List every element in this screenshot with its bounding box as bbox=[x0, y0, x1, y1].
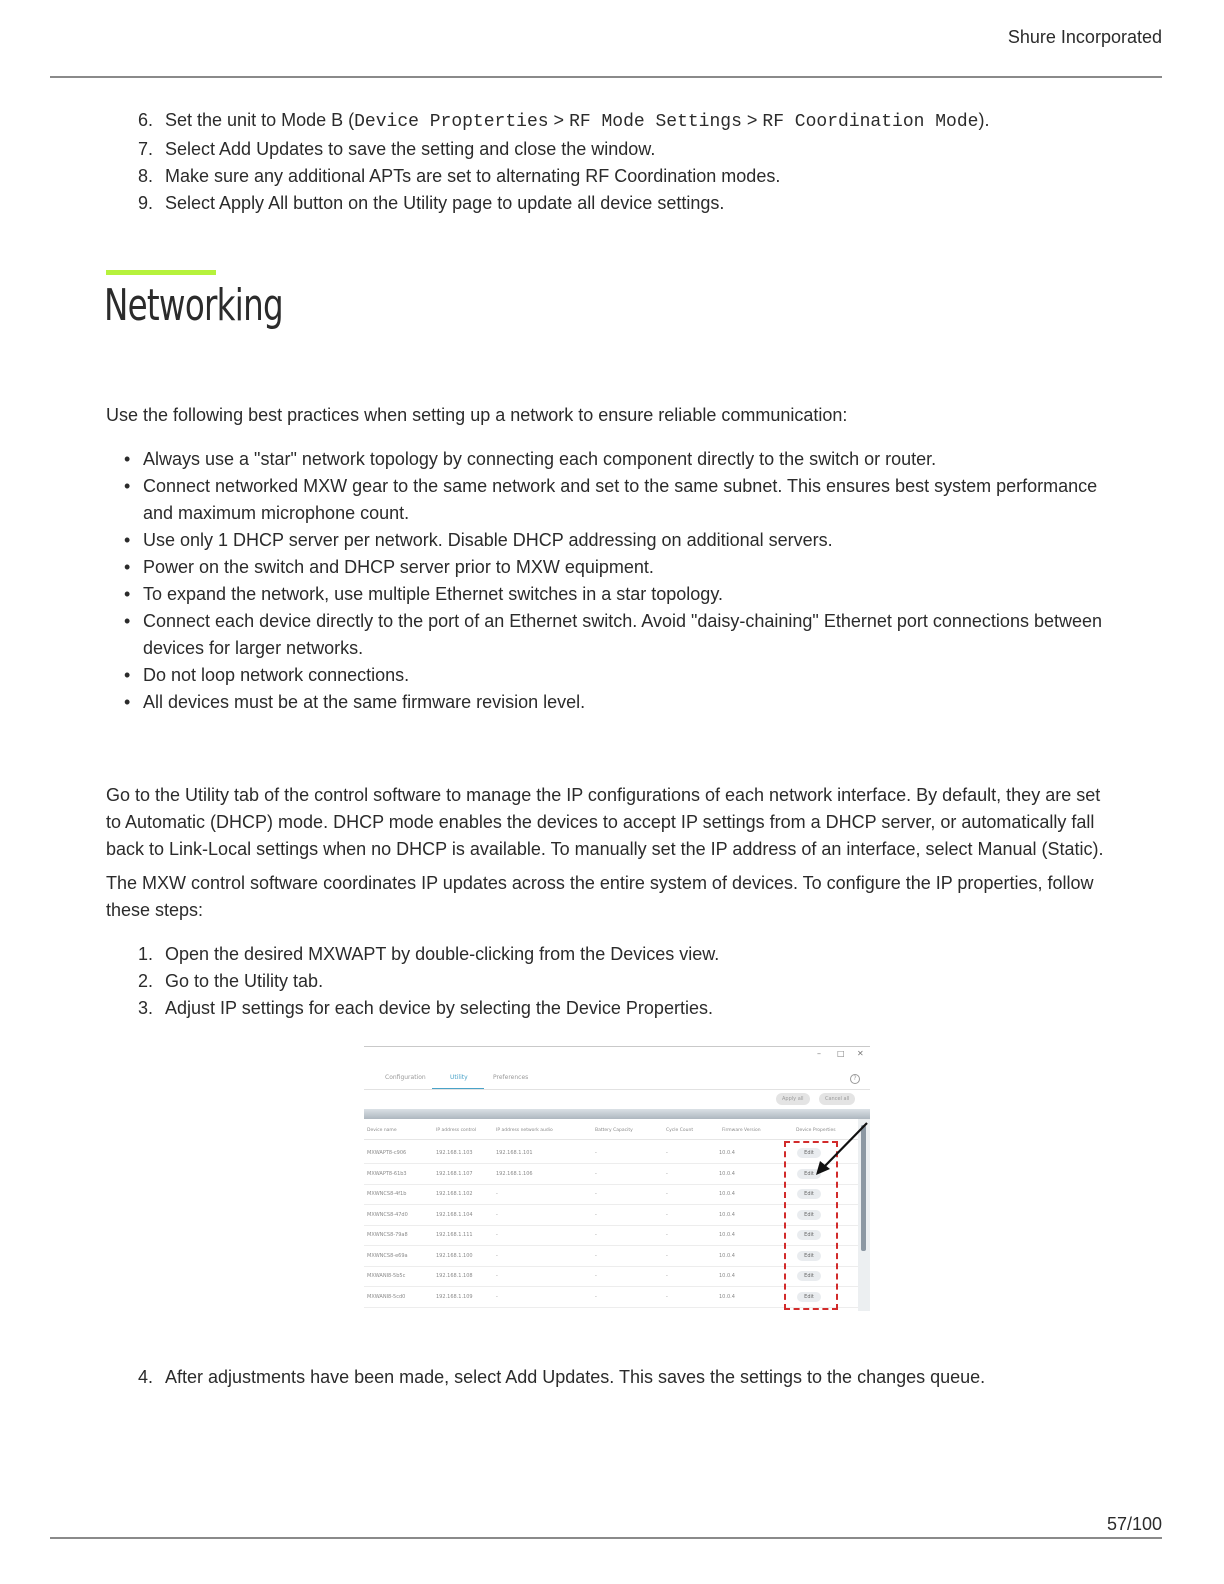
bullet-text: All devices must be at the same firmware revision level. bbox=[143, 692, 586, 712]
table-cell: 10.0.4 bbox=[719, 1232, 735, 1238]
footer-rule bbox=[50, 1537, 1162, 1539]
table-cell: - bbox=[496, 1191, 498, 1197]
table-cell: 192.168.1.106 bbox=[496, 1170, 533, 1177]
table-cell: - bbox=[496, 1273, 498, 1279]
tab-utility[interactable]: Utility bbox=[450, 1074, 468, 1081]
column-header: Battery Capacity bbox=[595, 1128, 633, 1133]
list-item bbox=[106, 527, 1106, 554]
list-item bbox=[106, 689, 1106, 716]
edit-button[interactable]: Edit bbox=[797, 1271, 821, 1281]
table-cell: MXWNCS8-4f1b bbox=[367, 1191, 407, 1197]
table-cell: - bbox=[595, 1170, 597, 1177]
edit-button[interactable]: Edit bbox=[797, 1251, 821, 1261]
bullet-text: Connect networked MXW gear to the same network and set to the same subnet. This ensures best system performance and maximum microphone count. bbox=[143, 476, 1098, 523]
step-number: 6. bbox=[138, 110, 154, 130]
table-cell: - bbox=[595, 1211, 597, 1218]
table-cell: - bbox=[666, 1293, 668, 1300]
table-cell: 192.168.1.108 bbox=[436, 1273, 473, 1279]
table-cell: - bbox=[666, 1273, 668, 1279]
ip-coordination-paragraph: The MXW control software coordinates IP updates across the entire system of devices. To configure the IP properties, follow these steps: bbox=[106, 873, 1094, 920]
best-practices-list bbox=[106, 446, 1106, 716]
column-header: IP address network audio bbox=[496, 1128, 553, 1133]
minimize-icon[interactable]: – bbox=[817, 1049, 821, 1058]
step-text: ). bbox=[978, 110, 990, 130]
table-cell: - bbox=[666, 1191, 668, 1197]
list-item bbox=[106, 136, 1116, 163]
list-item bbox=[106, 581, 1106, 608]
table-cell: 192.168.1.100 bbox=[436, 1252, 473, 1259]
table-cell: - bbox=[666, 1170, 668, 1177]
apply-all-button[interactable]: Apply all bbox=[776, 1093, 810, 1105]
edit-button[interactable]: Edit bbox=[797, 1230, 821, 1240]
steps-list-final bbox=[106, 1364, 1106, 1391]
step-text: Select Add Updates to save the setting and close the window. bbox=[165, 139, 656, 159]
bullet-icon: • bbox=[124, 692, 131, 712]
step-text: Adjust IP settings for each device by selecting the Device Properties. bbox=[165, 998, 713, 1018]
cancel-all-button[interactable]: Cancel all bbox=[819, 1093, 855, 1105]
edit-button[interactable]: Edit bbox=[797, 1292, 821, 1302]
table-cell: MXWAPT8-61b3 bbox=[367, 1170, 407, 1177]
list-item bbox=[106, 163, 1116, 190]
table-cell: - bbox=[666, 1232, 668, 1238]
bullet-text: Power on the switch and DHCP server prior to MXW equipment. bbox=[143, 557, 654, 577]
edit-button[interactable]: Edit bbox=[797, 1169, 821, 1179]
table-cell: 192.168.1.104 bbox=[436, 1211, 473, 1218]
utility-tab-paragraph: Go to the Utility tab of the control software to manage the IP configurations of each network interface. By default, they are set to Automatic (DHCP) mode. DHCP mode enables the devices to accept IP settings from a DHCP server, or automatically fall back to Link-Local settings when no DHCP is available. To manually set the IP address of an interface, select Manual (Static). bbox=[106, 785, 1104, 859]
edit-button[interactable]: Edit bbox=[797, 1148, 821, 1158]
bullet-icon: • bbox=[124, 665, 131, 685]
steps-list-middle bbox=[106, 941, 1106, 1022]
table-cell: 10.0.4 bbox=[719, 1170, 735, 1177]
table-cell: 192.168.1.111 bbox=[436, 1232, 473, 1238]
utility-tab-screenshot bbox=[364, 1046, 870, 1311]
table-cell: 10.0.4 bbox=[719, 1191, 735, 1197]
column-header: IP address control bbox=[436, 1128, 477, 1133]
bullet-icon: • bbox=[124, 476, 131, 496]
table-cell: - bbox=[595, 1150, 597, 1156]
bullet-icon: • bbox=[124, 449, 131, 469]
table-cell: MXWAPT8-c906 bbox=[367, 1150, 407, 1156]
step-number: 9. bbox=[138, 193, 154, 213]
header-company-name: Shure Incorporated bbox=[1007, 27, 1162, 47]
column-header: Firmware Version bbox=[722, 1128, 761, 1133]
step-number: 8. bbox=[138, 166, 154, 186]
table-cell: MXWANI8-5cd0 bbox=[367, 1293, 406, 1300]
edit-button[interactable]: Edit bbox=[797, 1210, 821, 1220]
separator: > bbox=[741, 110, 763, 130]
tab-configuration[interactable]: Configuration bbox=[385, 1074, 426, 1081]
table-cell: - bbox=[595, 1273, 597, 1279]
table-cell: 10.0.4 bbox=[719, 1150, 735, 1156]
step-text: Open the desired MXWAPT by double-clicking from the Devices view. bbox=[165, 944, 720, 964]
column-header: Device Properties bbox=[796, 1128, 836, 1133]
bullet-icon: • bbox=[124, 557, 131, 577]
list-item bbox=[106, 941, 1106, 968]
table-cell: MXWNCS8-e69a bbox=[367, 1252, 408, 1259]
page-number: 57/100 bbox=[1106, 1514, 1162, 1534]
tab-preferences[interactable]: Preferences bbox=[493, 1074, 529, 1081]
table-cell: MXWANI8-5b5c bbox=[367, 1273, 406, 1279]
table-cell: - bbox=[496, 1232, 498, 1238]
bullet-text: Connect each device directly to the port of an Ethernet switch. Avoid "daisy-chaining" Ethernet port connections between devices for larger networks. bbox=[143, 611, 1103, 658]
table-cell: MXWNCS8-47d0 bbox=[367, 1211, 408, 1218]
table-cell: - bbox=[666, 1150, 668, 1156]
list-item bbox=[106, 473, 1106, 527]
list-item bbox=[106, 608, 1106, 662]
list-item bbox=[106, 446, 1106, 473]
table-cell: 192.168.1.103 bbox=[436, 1150, 473, 1156]
header-rule bbox=[50, 76, 1162, 78]
step-number: 7. bbox=[138, 139, 154, 159]
pointer-arrow-icon bbox=[364, 1047, 870, 1311]
maximize-icon[interactable]: □ bbox=[837, 1049, 845, 1058]
list-item bbox=[106, 662, 1106, 689]
table-cell: 10.0.4 bbox=[719, 1211, 735, 1218]
table-cell: - bbox=[496, 1211, 498, 1218]
table-cell: MXWNCS8-79a8 bbox=[367, 1232, 408, 1238]
table-cell: - bbox=[666, 1211, 668, 1218]
intro-paragraph: Use the following best practices when setting up a network to ensure reliable communication: bbox=[106, 405, 848, 425]
list-item bbox=[106, 554, 1106, 581]
list-item bbox=[106, 107, 1116, 136]
bullet-text: Do not loop network connections. bbox=[143, 665, 410, 685]
table-cell: 192.168.1.102 bbox=[436, 1191, 473, 1197]
close-icon[interactable]: ✕ bbox=[857, 1049, 864, 1058]
code-device-properties: Device Propterties bbox=[354, 112, 549, 132]
code-rf-mode-settings: RF Mode Settings bbox=[569, 112, 742, 132]
code-rf-coordination-mode: RF Coordination Mode bbox=[762, 112, 979, 132]
step-text: After adjustments have been made, select Add Updates. This saves the settings to the changes queue. bbox=[165, 1367, 986, 1387]
column-header: Cycle Count bbox=[666, 1128, 694, 1133]
section-title: Networking bbox=[104, 280, 283, 331]
table-cell: 192.168.1.109 bbox=[436, 1293, 473, 1300]
table-cell: 10.0.4 bbox=[719, 1273, 735, 1279]
step-number: 2. bbox=[138, 971, 154, 991]
step-number: 1. bbox=[138, 944, 154, 964]
table-cell: - bbox=[595, 1293, 597, 1300]
separator: > bbox=[548, 110, 570, 130]
bullet-text: Always use a "star" network topology by connecting each component directly to the switch or router. bbox=[143, 449, 937, 469]
table-cell: - bbox=[496, 1293, 498, 1300]
table-cell: - bbox=[595, 1232, 597, 1238]
table-cell: 10.0.4 bbox=[719, 1293, 735, 1300]
step-text: Make sure any additional APTs are set to alternating RF Coordination modes. bbox=[165, 166, 781, 186]
step-text: Set the unit to Mode B ( bbox=[165, 110, 355, 130]
steps-list-top bbox=[106, 107, 1116, 217]
table-cell: - bbox=[496, 1252, 498, 1259]
table-cell: 192.168.1.107 bbox=[436, 1170, 473, 1177]
table-cell: - bbox=[595, 1191, 597, 1197]
help-icon[interactable]: ? bbox=[850, 1074, 860, 1084]
section-accent-bar bbox=[106, 270, 216, 275]
step-text: Select Apply All button on the Utility page to update all device settings. bbox=[165, 193, 725, 213]
edit-button[interactable]: Edit bbox=[797, 1189, 821, 1199]
list-item bbox=[106, 995, 1106, 1022]
table-cell: 10.0.4 bbox=[719, 1252, 735, 1259]
list-item bbox=[106, 968, 1106, 995]
bullet-text: Use only 1 DHCP server per network. Disable DHCP addressing on additional servers. bbox=[143, 530, 833, 550]
table-cell: - bbox=[595, 1252, 597, 1259]
bullet-icon: • bbox=[124, 530, 131, 550]
column-header: Device name bbox=[367, 1128, 397, 1133]
step-text: Go to the Utility tab. bbox=[165, 971, 324, 991]
list-item bbox=[106, 190, 1116, 217]
step-number: 4. bbox=[138, 1367, 154, 1387]
list-item bbox=[106, 1364, 1106, 1391]
bullet-text: To expand the network, use multiple Ethernet switches in a star topology. bbox=[143, 584, 723, 604]
bullet-icon: • bbox=[124, 611, 131, 631]
table-cell: 192.168.1.101 bbox=[496, 1150, 533, 1156]
bullet-icon: • bbox=[124, 584, 131, 604]
step-number: 3. bbox=[138, 998, 154, 1018]
table-cell: - bbox=[666, 1252, 668, 1259]
